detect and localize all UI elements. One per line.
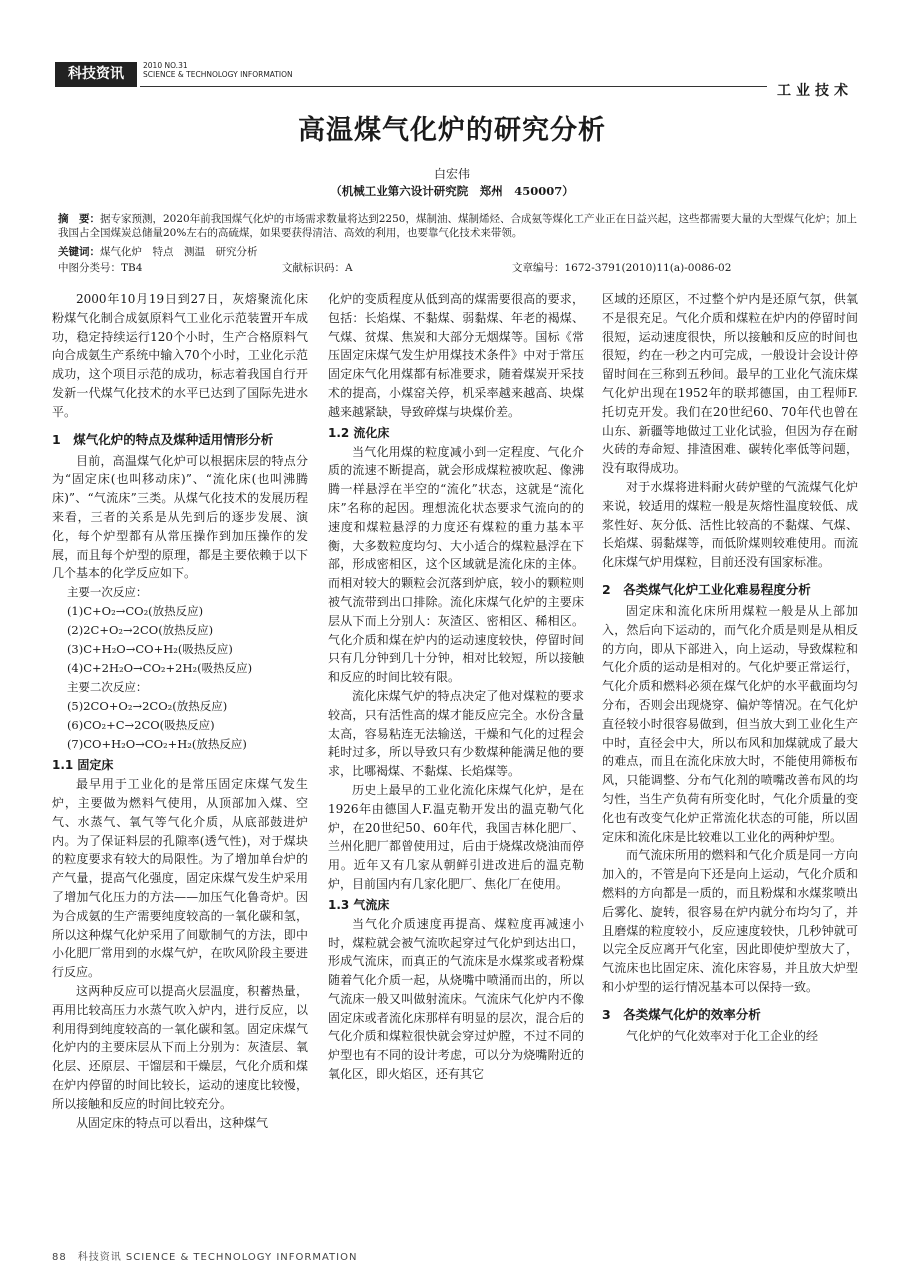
reaction-equation: (6)CO₂+C→2CO(吸热反应) (66, 718, 215, 733)
section-heading: 2 各类煤气化炉工业化难易程度分析 (602, 581, 811, 597)
author: 白宏伟 (433, 167, 470, 181)
keywords-label: 关键词： (58, 246, 100, 258)
article-title: 高温煤气化炉的研究分析 (298, 115, 606, 146)
paragraph: 固定床和流化床所用煤粒一般是从上部加入，然后向下运动的，而气化介质是则是从相反的方向，即从下部进入，向上运动，导致煤粒和气化介质的运动是相对的。气化炉要正常运行，气化介质和燃料必须在煤气化炉的水平截面均匀分布，否则会出现烧穿、偏炉等情况。在气化炉直径较小时很容易做到，但当放大到工业化生产中时，直径会中大，所以布风和加煤就成了最大的难点，而且在流化床放大时，不能使用筛板布风，只能调整、分布气化剂的喷嘴改善布风的均匀性，当生产负荷有所变化时，气化介质量的变化也有改变气化炉正常流化状态的可能，所以固定床和流化床是比较难以工业化的两种炉型。 (602, 603, 858, 844)
journal-name: 科技资讯 (68, 66, 124, 82)
paragraph: 当气化介质速度再提高、煤粒度再减速小时，煤粒就会被气流吹起穿过气化炉到达出口，形成气流床，而真正的气流床是水煤浆或者粉煤随着气化介质一起，从烧嘴中喷涌而出的，所以气流床一般又叫做射流床。气流床气化炉内不像固定床或者流化床那样有明显的层次，混合后的气化介质和煤粒很快就会穿过炉膛，不过不同的炉型也有不同的设计考虑，可以分为烧嘴附近的氧化区，即火焰区，还有其它 (328, 916, 584, 1082)
abstract-text: 据专家预测，2020年前我国煤气化炉的市场需求数量将达到2250，煤制油、煤制烯烃、合成氨等煤化工产业正在日益兴起，这些都需要大量的大型煤气化炉；加上我国占全国煤炭总储量20%左右的高硫煤，如果要获得清洁、高效的利用，也要靠气化技术来带领。 (58, 213, 857, 239)
paragraph: 流化床煤气炉的特点决定了他对煤粒的要求较高，只有活性高的煤才能反应完全。水份含量太高，容易粘连无法输送，干燥和气化的过程会耗时过多，所以导致只有少数煤种能满足他的要求，比哪褐煤、不黏煤、长焰煤等。 (328, 688, 584, 779)
abstract-label: 摘 要： (58, 213, 100, 225)
paragraph: 这两种反应可以提高火层温度，积蓄热量，再用比较高压力水蒸气吹入炉内，进行反应，以利用得到纯度较高的一氧化碳和氢。固定床煤气化炉内的主要床层从下而上分别为：灰渣层、氧化层、还原层、干馏层和干燥层，气化介质和煤在炉内停留的时间比较长，运动的速度比较慢，所以接触和反应的时间比较充分。 (52, 983, 308, 1111)
page-footer: 88 科技资讯 SCIENCE & TECHNOLOGY INFORMATION (52, 1252, 358, 1263)
header-rule (140, 86, 767, 87)
paragraph: 气化炉的气化效率对于化工企业的经 (626, 1028, 819, 1043)
paragraph: 而气流床所用的燃料和气化介质是同一方向加入的，不管是向下还是向上运动，气化介质和燃料的方向都是一质的，而且粉煤和水煤浆喷出后雾化、旋转，很容易在炉内就分布均匀了，并且磨煤的粒度较小，反应速度较快，几秒钟就可以完全反应离开气化室，因此即使炉型放大了，气流床也比固定床、流化床容易，并且放大炉型和小炉型的运行情况基本可以保持一致。 (602, 848, 858, 994)
reaction-equation: (4)C+2H₂O→CO₂+2H₂(吸热反应) (66, 661, 253, 676)
reaction-equation: (2)2C+O₂→2CO(放热反应) (66, 623, 214, 638)
abstract (58, 212, 858, 240)
paragraph: 从固定床的特点可以看出，这种煤气 (76, 1115, 269, 1130)
keywords (58, 244, 258, 259)
keywords-text: 煤气化炉 特点 测温 研究分析 (100, 246, 258, 258)
column-1 (52, 290, 308, 1132)
reaction-equation: (1)C+O₂→CO₂(放热反应) (66, 604, 204, 619)
article-number: 文章编号：1672-3791(2010)11(a)-0086-02 (512, 262, 732, 274)
paragraph: 历史上最早的工业化流化床煤气化炉，是在1926年由德国人F.温克勒开发出的温克勒气化炉，在20世纪50、60年代，我国吉林化肥厂、兰州化肥厂都曾使用过，后由于烧煤改烧油而停用。近年又有几家从朝鲜引进改进后的温克勒炉，目前国内有几家化肥厂、焦化厂在使用。 (328, 782, 584, 891)
paragraph: 化炉的变质程度从低到高的煤需要很高的要求，包括：长焰煤、不黏煤、弱黏煤、年老的褐煤、气煤、贫煤、焦炭和大部分无烟煤等。国标《常压固定床煤气发生炉用煤技术条件》中对于常压固定床气化用煤都有标准要求，随着煤炭开采技术的提高，小煤窑关停，机采率越来越高、块煤越来越紧缺，导致碎煤与块煤价差。 (328, 292, 584, 419)
reaction-equation: (3)C+H₂O→CO+H₂(吸热反应) (66, 642, 233, 657)
column-3 (602, 290, 858, 1045)
paragraph: 最早用于工业化的是常压固定床煤气发生炉，主要做为燃料气使用，从顶部加入煤、空气、水蒸气、氧气等气化介质，从底部鼓进炉内。为了保证料层的孔隙率(透气性)，对于煤块的粒度要求有较大的局限性。为了增加单台炉的产气量，提高气化强度，固定床煤气发生炉采用了增加气化压力的方法——加压气化鲁奇炉。因为合成氨的生产需要纯度较高的一氧化碳和氢，所以这种煤气化炉采用了间歇制气的方法，即中小化肥厂常用到的水煤气炉，在吹风阶段主要进行反应。 (52, 777, 308, 980)
reaction-group-label: 主要二次反应： (66, 680, 148, 695)
affiliation: （机械工业第六设计研究院 郑州 450007） (330, 184, 574, 198)
paragraph: 对于水煤将进料耐火砖炉壁的气流煤气化炉来说，较适用的煤粒一般是灰熔性温度较低、成浆性好、灰分低、活性比较高的不黏煤、气煤、长焰煤、弱黏煤等，而低阶煤则较难使用。而流化床煤气炉用煤粒，目前还没有国家标准。 (602, 479, 858, 570)
paragraph: 2000年10月19日到27日，灰熔聚流化床粉煤气化制合成氨原料气工业化示范装置开车成功，稳定持续运行120个小时，生产合格原料气向合成氨生产系统中输入70个小时，工业化示范成功，这个项目示范的成功，标志着我国自行开发新一代煤气化技术的水平已达到了国际先进水平。 (52, 292, 308, 419)
issue-info (143, 61, 293, 79)
clc-number: 中图分类号：TB4 (58, 262, 143, 274)
subsection-heading: 1.1 固定床 (52, 758, 114, 773)
reaction-equation: (7)CO+H₂O→CO₂+H₂(放热反应) (66, 737, 247, 752)
subsection-heading: 1.2 流化床 (328, 425, 390, 440)
paragraph: 区域的还原区，不过整个炉内是还原气氛，供氧不是很充足。气化介质和煤粒在炉内的停留时间很短，运动速度很快，所以接触和反应的时间也很短，约在一秒之内可完成，一般设计会设计停留时间在三称到五秒间。最早的工业化气流床煤气化炉出现在1952年的联邦德国，由工程师F.托切克开发。我们在20世纪60、70年代也曾在山东、新疆等地做过工业化试验，但因为存在耐火砖的寿命短、排渣困难、碳转化率低等问题，没有取得成功。 (602, 292, 858, 476)
issue-number: 2010 NO.31 (143, 61, 188, 70)
section-label: 工业技术 (777, 83, 853, 99)
paragraph: 当气化用煤的粒度减小到一定程度、气化介质的流速不断提高，就会形成煤粒被吹起、像沸腾一样悬浮在半空的“流化”状态，这就是“流化床”名称的起因。理想流化状态要求气流向的的速度和煤粒悬浮的力度还有煤粒的重力基本平衡，大多数粒度均匀、大小适合的煤粒悬浮在下部，形成密相区，这个区域就是流化床的主体。而相对较大的颗粒会沉落到炉底，较小的颗粒则被气流带到出口排除。流化床煤气化炉的主要床层从下而上分别人：灰渣区、密相区、稀相区。气化介质和煤在炉内的运动速度较快，停留时间只有几分钟到几十分钟，相对比较短，所以接触和反应的时间比较有限。 (328, 444, 584, 685)
paragraph: 目前，高温煤气化炉可以根据床层的特点分为“固定床(也叫移动床)”、“流化床(也叫沸腾床)”、“气流床”三类。从煤气化技术的发展历程来看，三者的关系是从先到后的逐步发展、演化，每个炉型都有从常压操作到加压操作的发展，而且每个炉型的原理，都是主要依赖于以下几个基本的化学反应如下。 (52, 453, 308, 581)
reaction-equation: (5)2CO+O₂→2CO₂(放热反应) (66, 699, 228, 714)
journal-logo (55, 62, 137, 87)
column-2 (328, 290, 584, 1084)
subsection-heading: 1.3 气流床 (328, 897, 390, 912)
reaction-group-label: 主要一次反应： (66, 585, 148, 600)
section-heading: 1 煤气化炉的特点及煤种适用情形分析 (52, 431, 274, 447)
journal-name-en: SCIENCE & TECHNOLOGY INFORMATION (143, 70, 293, 79)
section-heading: 3 各类煤气化炉的效率分析 (602, 1006, 761, 1022)
document-code: 文献标识码：A (282, 262, 353, 274)
